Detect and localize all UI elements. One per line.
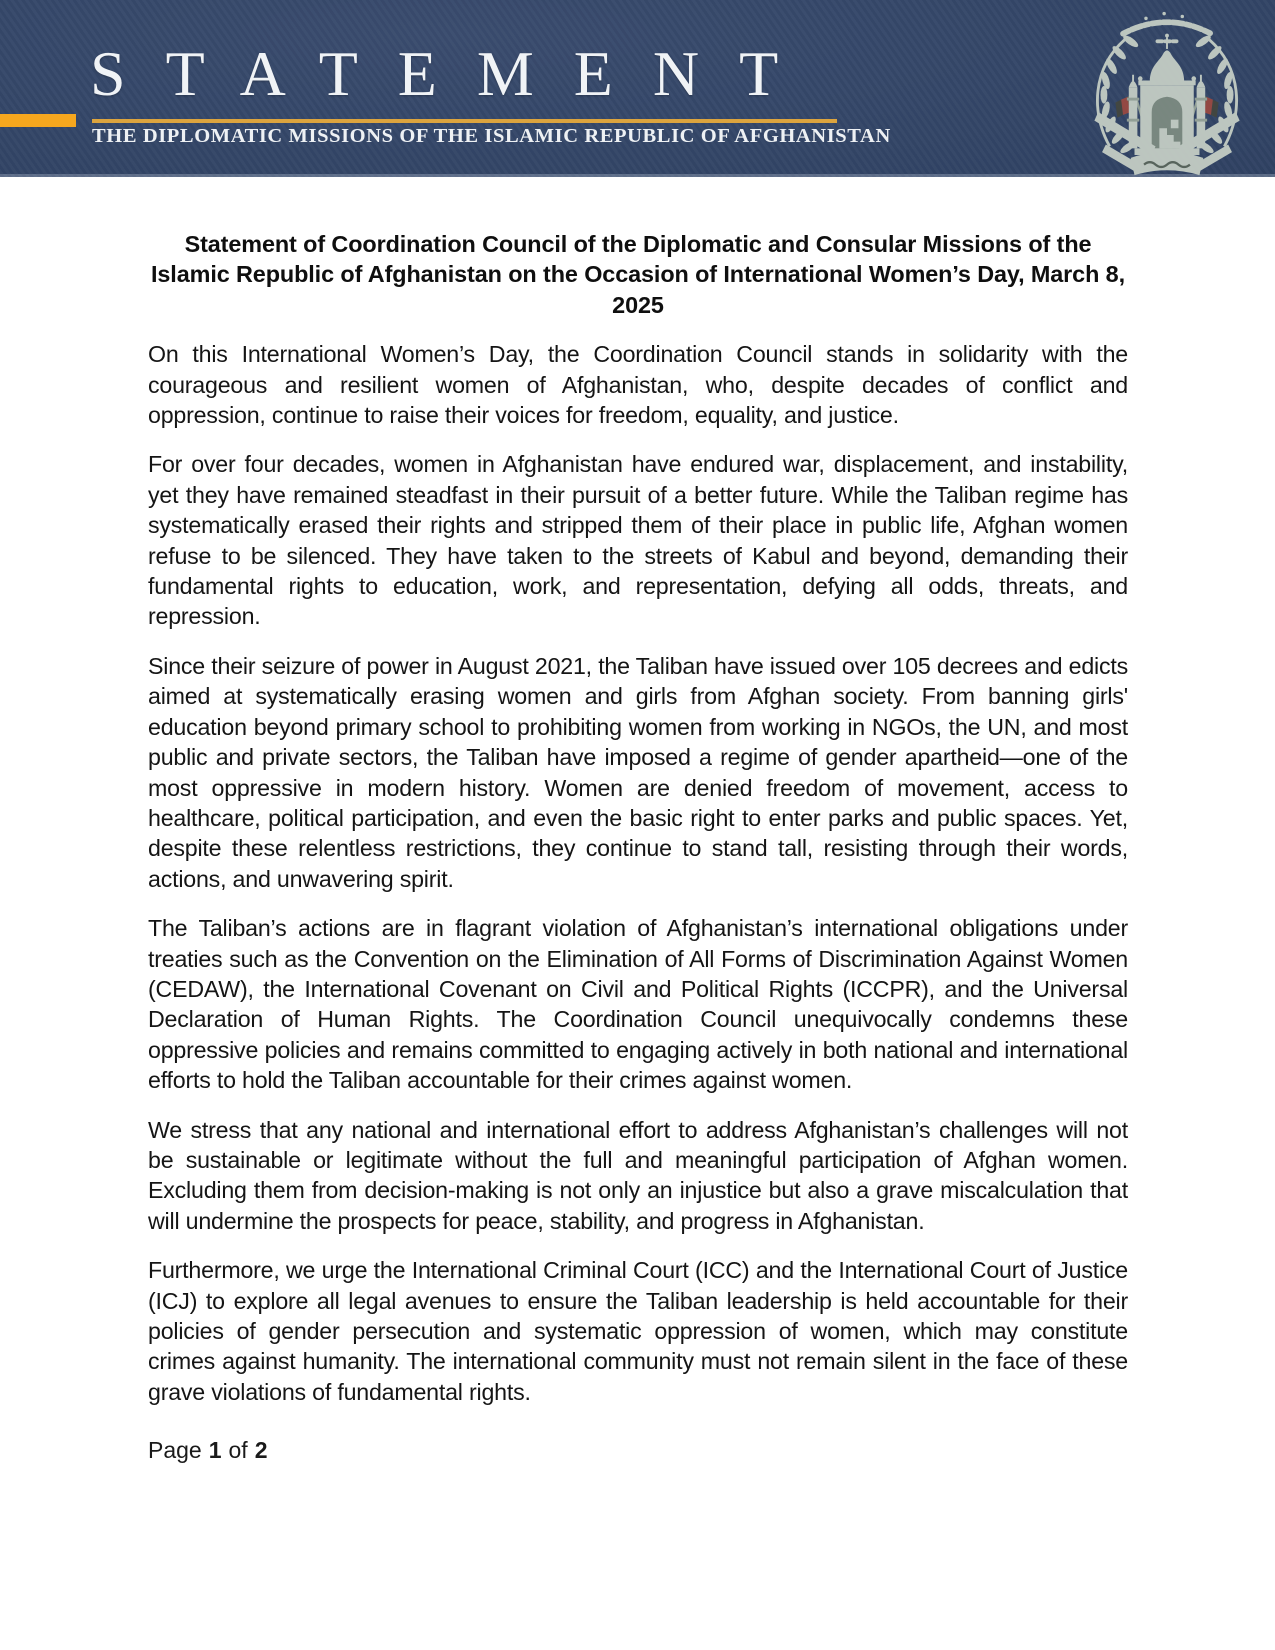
page-total: 2: [254, 1437, 268, 1464]
statement-paragraph: On this International Women’s Day, the Coordination Council stands in solidarity with the courageous and resilient women of Afghanistan, who, despite decades of conflict and oppression, continue to raise their voices for freedom, equality, and justice.: [148, 341, 1128, 429]
page-label: Page: [148, 1437, 202, 1464]
statement-paragraph: We stress that any national and international effort to address Afghanistan’s challenges will not be sustainable or legitimate without the full and meaningful participation of Afghan women. Excluding them from decision-making is not only an injustice but also a grave miscalculation that will undermine the prospects for peace, stability, and progress in Afghanistan.: [148, 1116, 1128, 1234]
letterhead-banner: [0, 0, 1275, 177]
statement-paragraph: Furthermore, we urge the International Criminal Court (ICC) and the International Court of Justice (ICJ) to explore all legal avenues to ensure the Taliban leadership is held accountable for their policies of gender persecution and systematic oppression of women, which may constitute crimes against humanity. The international community must not remain silent in the face of these grave violations of fundamental rights.: [148, 1257, 1128, 1405]
accent-bar: [0, 114, 76, 127]
banner-subtitle: THE DIPLOMATIC MISSIONS OF THE ISLAMIC REPUBLIC OF AFGHANISTAN: [92, 125, 891, 147]
page-number: 1: [208, 1437, 222, 1464]
gold-rule: [92, 119, 837, 123]
banner-title: STATEMENT: [90, 38, 819, 109]
statement-paragraph: The Taliban’s actions are in flagrant violation of Afghanistan’s international obligations under treaties such as the Convention on the Elimination of All Forms of Discrimination Against Women (CEDAW), the International Covenant on Civil and Political Rights (ICCPR), and the Universal Declaration of Human Rights. The Coordination Council unequivocally condemns these oppressive policies and remains committed to engaging actively in both national and international efforts to hold the Taliban accountable for their crimes against women.: [148, 915, 1128, 1094]
statement-paragraph: Since their seizure of power in August 2021, the Taliban have issued over 105 decrees and edicts aimed at systematically erasing women and girls from Afghan society. From banning girls' education beyond primary school to prohibiting women from working in NGOs, the UN, and most public and private sectors, the Taliban have imposed a regime of gender apartheid—one of the most oppressive in modern history. Women are denied freedom of movement, access to healthcare, political participation, and even the basic right to enter parks and public spaces. Yet, despite these relentless restrictions, they continue to stand tall, resisting through their words, actions, and unwavering spirit.: [148, 652, 1128, 892]
of-label: of: [228, 1437, 248, 1464]
statement-paragraph: For over four decades, women in Afghanistan have endured war, displacement, and instability, yet they have remained steadfast in their pursuit of a better future. While the Taliban regime has systematically erased their rights and stripped them of their place in public life, Afghan women refuse to be silenced. They have taken to the streets of Kabul and beyond, demanding their fundamental rights to education, work, and representation, defying all odds, threats, and repression.: [148, 451, 1128, 630]
statement-body: [0, 177, 1275, 1464]
statement-paragraphs: [148, 339, 1128, 1407]
statement-title: Statement of Coordination Council of the Diplomatic and Consular Missions of the Islamic Republic of Afghanistan on the Occasion of International Women’s Day, March 8, 2025: [151, 231, 1125, 318]
afghanistan-national-emblem-icon: [1071, 5, 1263, 177]
page-footer: [148, 1437, 1128, 1464]
